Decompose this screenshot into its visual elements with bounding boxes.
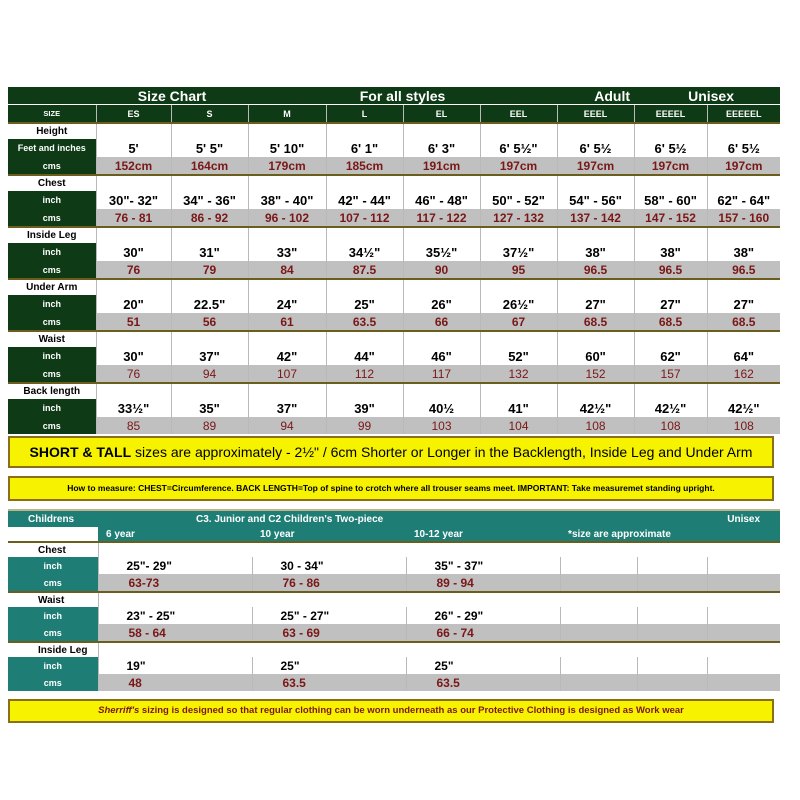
row-label: inch <box>8 191 96 209</box>
size-value-cell: 58 - 64 <box>98 624 252 642</box>
empty-cell <box>707 674 780 691</box>
size-value-cell: 38" <box>557 243 634 261</box>
size-value-cell: 42½" <box>634 399 707 417</box>
section-spacer <box>480 383 557 399</box>
section-name: Under Arm <box>8 279 96 295</box>
empty-cell <box>707 574 780 592</box>
size-value-cell: 60" <box>557 347 634 365</box>
size-value-cell: 26" <box>403 295 480 313</box>
size-header-es: ES <box>96 105 171 124</box>
section-row <box>8 331 780 347</box>
chart-title: Size Chart <box>137 87 207 104</box>
empty-cell <box>637 657 707 674</box>
size-value-cell: 79 <box>171 261 248 279</box>
section-name: Inside Leg <box>8 642 98 657</box>
size-value-cell: 40½ <box>403 399 480 417</box>
size-value-cell: 6' 5½ <box>634 139 707 157</box>
section-spacer <box>98 592 780 607</box>
size-value-cell: 39" <box>326 399 403 417</box>
section-spacer <box>707 383 780 399</box>
styles-label: For all styles <box>359 87 446 104</box>
section-name: Inside Leg <box>8 227 96 243</box>
section-spacer <box>707 175 780 191</box>
size-value-cell: 89 - 94 <box>406 574 560 592</box>
section-spacer <box>96 227 171 243</box>
section-spacer <box>326 175 403 191</box>
row-label: cms <box>8 624 98 642</box>
size-value-cell: 46" - 48" <box>403 191 480 209</box>
size-value-cell: 66 - 74 <box>406 624 560 642</box>
size-header-row <box>8 105 780 124</box>
sherriff-text: sizing is designed so that regular clothing can be worn underneath as our Protective Clothing is designed as Work wear <box>139 705 684 716</box>
size-value-cell: 197cm <box>707 157 780 175</box>
empty-cell <box>707 607 780 624</box>
size-value-cell: 5' 10" <box>248 139 326 157</box>
size-value-cell: 84 <box>248 261 326 279</box>
table-row <box>8 295 780 313</box>
size-value-cell: 26" - 29" <box>406 607 560 624</box>
section-spacer <box>98 542 780 557</box>
size-value-cell: 107 - 112 <box>326 209 403 227</box>
row-label: cms <box>8 209 96 227</box>
size-value-cell: 112 <box>326 365 403 383</box>
section-spacer <box>634 227 707 243</box>
table-row <box>8 557 780 574</box>
children-table-body <box>8 510 780 691</box>
section-spacer <box>96 279 171 295</box>
section-spacer <box>634 383 707 399</box>
table-row <box>8 191 780 209</box>
empty-cell <box>637 624 707 642</box>
size-value-cell: 152 <box>557 365 634 383</box>
size-value-cell: 63.5 <box>326 313 403 331</box>
size-value-cell: 50" - 52" <box>480 191 557 209</box>
table-row <box>8 261 780 279</box>
size-chart-sheet <box>8 87 780 723</box>
size-header-m: M <box>248 105 326 124</box>
adult-title-row <box>8 87 780 105</box>
size-value-cell: 85 <box>96 417 171 434</box>
section-spacer <box>96 175 171 191</box>
section-row <box>8 175 780 191</box>
section-spacer <box>557 227 634 243</box>
size-value-cell: 68.5 <box>634 313 707 331</box>
size-header-s: S <box>171 105 248 124</box>
size-value-cell: 58" - 60" <box>634 191 707 209</box>
size-value-cell: 27" <box>557 295 634 313</box>
size-value-cell: 67 <box>480 313 557 331</box>
table-row <box>8 657 780 674</box>
section-spacer <box>403 227 480 243</box>
size-value-cell: 99 <box>326 417 403 434</box>
table-row <box>8 139 780 157</box>
section-spacer <box>248 227 326 243</box>
size-value-cell: 46" <box>403 347 480 365</box>
section-row <box>8 123 780 139</box>
size-value-cell: 76 <box>96 261 171 279</box>
size-value-cell: 6' 1" <box>326 139 403 157</box>
size-header-el: EL <box>403 105 480 124</box>
empty-cell <box>707 657 780 674</box>
size-value-cell: 66 <box>403 313 480 331</box>
size-value-cell: 25" <box>326 295 403 313</box>
section-name: Chest <box>8 175 96 191</box>
approx-note: *size are approximate <box>560 527 780 542</box>
section-spacer <box>248 331 326 347</box>
row-label: cms <box>8 674 98 691</box>
size-header-eeeeel: EEEEEL <box>707 105 780 124</box>
size-value-cell: 27" <box>707 295 780 313</box>
size-value-cell: 63.5 <box>252 674 406 691</box>
size-value-cell: 157 - 160 <box>707 209 780 227</box>
adult-size-table <box>8 87 780 434</box>
size-value-cell: 103 <box>403 417 480 434</box>
section-spacer <box>171 227 248 243</box>
row-label: cms <box>8 417 96 434</box>
section-spacer <box>557 383 634 399</box>
unisex-label: Unisex <box>688 87 734 104</box>
children-title: Childrens <box>8 510 98 527</box>
size-value-cell: 89 <box>171 417 248 434</box>
section-name: Waist <box>8 592 98 607</box>
row-label: cms <box>8 261 96 279</box>
size-value-cell: 37" <box>248 399 326 417</box>
section-spacer <box>248 383 326 399</box>
size-value-cell: 27" <box>634 295 707 313</box>
section-spacer <box>98 642 780 657</box>
section-spacer <box>326 331 403 347</box>
size-value-cell: 33" <box>248 243 326 261</box>
size-value-cell: 5' 5" <box>171 139 248 157</box>
size-value-cell: 35" - 37" <box>406 557 560 574</box>
sherriff-brand: Sherriff's <box>98 705 140 716</box>
section-spacer <box>171 331 248 347</box>
size-value-cell: 95 <box>480 261 557 279</box>
size-value-cell: 179cm <box>248 157 326 175</box>
size-value-cell: 104 <box>480 417 557 434</box>
size-value-cell: 19" <box>98 657 252 674</box>
row-label: inch <box>8 657 98 674</box>
size-value-cell: 6' 5½ <box>707 139 780 157</box>
size-value-cell: 25" <box>252 657 406 674</box>
section-spacer <box>634 331 707 347</box>
size-value-cell: 107 <box>248 365 326 383</box>
size-value-cell: 117 - 122 <box>403 209 480 227</box>
size-header-l: L <box>326 105 403 124</box>
size-value-cell: 38" <box>707 243 780 261</box>
size-value-cell: 127 - 132 <box>480 209 557 227</box>
size-value-cell: 37" <box>171 347 248 365</box>
size-value-cell: 90 <box>403 261 480 279</box>
row-label: inch <box>8 399 96 417</box>
size-value-cell: 96.5 <box>557 261 634 279</box>
size-value-cell: 64" <box>707 347 780 365</box>
size-value-cell: 33½" <box>96 399 171 417</box>
section-spacer <box>96 331 171 347</box>
short-tall-text: sizes are approximately - 2½" / 6cm Shorter or Longer in the Backlength, Inside Leg and Under Arm <box>131 444 753 460</box>
age-header: 10 year <box>252 527 406 542</box>
section-row <box>8 642 780 657</box>
row-label: cms <box>8 574 98 592</box>
table-row <box>8 417 780 434</box>
size-value-cell: 137 - 142 <box>557 209 634 227</box>
size-value-cell: 30" <box>96 347 171 365</box>
section-spacer <box>707 123 780 139</box>
table-row <box>8 209 780 227</box>
row-label: inch <box>8 347 96 365</box>
section-spacer <box>403 331 480 347</box>
size-value-cell: 54" - 56" <box>557 191 634 209</box>
size-value-cell: 63.5 <box>406 674 560 691</box>
section-spacer <box>171 123 248 139</box>
children-subtitle: C3. Junior and C2 Children's Two-piece <box>98 510 560 527</box>
empty-cell <box>707 624 780 642</box>
section-spacer <box>96 123 171 139</box>
size-value-cell: 87.5 <box>326 261 403 279</box>
row-label: cms <box>8 157 96 175</box>
section-spacer <box>326 383 403 399</box>
size-value-cell: 152cm <box>96 157 171 175</box>
size-header-eeel: EEEL <box>557 105 634 124</box>
section-row <box>8 592 780 607</box>
empty-cell <box>560 574 637 592</box>
size-value-cell: 76 <box>96 365 171 383</box>
children-age-row <box>8 527 780 542</box>
section-row <box>8 279 780 295</box>
adult-label: Adult <box>594 87 631 104</box>
row-label: inch <box>8 243 96 261</box>
section-spacer <box>403 123 480 139</box>
section-spacer <box>634 175 707 191</box>
table-row <box>8 574 780 592</box>
children-unisex-label: Unisex <box>560 510 780 527</box>
table-row <box>8 313 780 331</box>
section-spacer <box>171 279 248 295</box>
section-row <box>8 227 780 243</box>
size-value-cell: 96 - 102 <box>248 209 326 227</box>
size-value-cell: 197cm <box>634 157 707 175</box>
section-name: Height <box>8 123 96 139</box>
empty-cell <box>637 674 707 691</box>
size-value-cell: 147 - 152 <box>634 209 707 227</box>
size-value-cell: 44" <box>326 347 403 365</box>
section-spacer <box>480 227 557 243</box>
section-spacer <box>707 227 780 243</box>
empty-cell <box>560 674 637 691</box>
size-value-cell: 25" <box>406 657 560 674</box>
size-value-cell: 6' 3" <box>403 139 480 157</box>
empty-cell <box>637 607 707 624</box>
section-spacer <box>557 123 634 139</box>
short-tall-bold: SHORT & TALL <box>29 444 132 460</box>
size-value-cell: 23" - 25" <box>98 607 252 624</box>
section-name: Back length <box>8 383 96 399</box>
age-header: 10-12 year <box>406 527 560 542</box>
size-value-cell: 31" <box>171 243 248 261</box>
section-spacer <box>634 279 707 295</box>
section-spacer <box>480 331 557 347</box>
section-spacer <box>480 123 557 139</box>
size-value-cell: 157 <box>634 365 707 383</box>
section-spacer <box>403 175 480 191</box>
size-value-cell: 24" <box>248 295 326 313</box>
size-header-eel: EEL <box>480 105 557 124</box>
size-value-cell: 30 - 34" <box>252 557 406 574</box>
size-value-cell: 94 <box>248 417 326 434</box>
section-spacer <box>248 175 326 191</box>
size-value-cell: 94 <box>171 365 248 383</box>
size-value-cell: 117 <box>403 365 480 383</box>
size-value-cell: 26½" <box>480 295 557 313</box>
size-value-cell: 62" <box>634 347 707 365</box>
age-header: 6 year <box>98 527 252 542</box>
adult-table-body <box>8 87 780 434</box>
table-row <box>8 243 780 261</box>
table-row <box>8 607 780 624</box>
children-size-table <box>8 509 780 691</box>
section-row <box>8 383 780 399</box>
size-value-cell: 42½" <box>707 399 780 417</box>
how-to-measure-note: How to measure: CHEST=Circumference. BACK LENGTH=Top of spine to crotch where all trouser seams meet. IMPORTANT: Take measuremet standing upright. <box>8 476 774 501</box>
empty-cell <box>560 557 637 574</box>
empty-cell <box>637 574 707 592</box>
size-value-cell: 56 <box>171 313 248 331</box>
size-label: SIZE <box>8 105 96 124</box>
section-spacer <box>707 279 780 295</box>
title-spacer <box>8 87 96 105</box>
row-label: inch <box>8 295 96 313</box>
size-value-cell: 197cm <box>557 157 634 175</box>
section-spacer <box>248 123 326 139</box>
section-spacer <box>480 279 557 295</box>
size-value-cell: 62" - 64" <box>707 191 780 209</box>
table-row <box>8 157 780 175</box>
empty-cell <box>560 624 637 642</box>
row-label: inch <box>8 557 98 574</box>
section-spacer <box>707 331 780 347</box>
size-value-cell: 25"- 29" <box>98 557 252 574</box>
size-value-cell: 162 <box>707 365 780 383</box>
section-name: Waist <box>8 331 96 347</box>
table-row <box>8 624 780 642</box>
size-value-cell: 164cm <box>171 157 248 175</box>
size-value-cell: 197cm <box>480 157 557 175</box>
section-spacer <box>326 123 403 139</box>
section-spacer <box>403 383 480 399</box>
size-value-cell: 185cm <box>326 157 403 175</box>
size-value-cell: 86 - 92 <box>171 209 248 227</box>
size-value-cell: 108 <box>707 417 780 434</box>
section-spacer <box>171 175 248 191</box>
size-value-cell: 37½" <box>480 243 557 261</box>
size-value-cell: 76 - 86 <box>252 574 406 592</box>
size-value-cell: 68.5 <box>707 313 780 331</box>
size-value-cell: 30"- 32" <box>96 191 171 209</box>
empty-cell <box>560 657 637 674</box>
size-value-cell: 35½" <box>403 243 480 261</box>
size-value-cell: 96.5 <box>634 261 707 279</box>
size-value-cell: 6' 5½" <box>480 139 557 157</box>
section-spacer <box>557 279 634 295</box>
size-value-cell: 42" - 44" <box>326 191 403 209</box>
size-value-cell: 108 <box>634 417 707 434</box>
size-value-cell: 34" - 36" <box>171 191 248 209</box>
size-value-cell: 48 <box>98 674 252 691</box>
size-value-cell: 96.5 <box>707 261 780 279</box>
size-header-eeeel: EEEEL <box>634 105 707 124</box>
size-value-cell: 108 <box>557 417 634 434</box>
size-value-cell: 34½" <box>326 243 403 261</box>
size-value-cell: 61 <box>248 313 326 331</box>
size-value-cell: 42½" <box>557 399 634 417</box>
size-value-cell: 191cm <box>403 157 480 175</box>
table-row <box>8 674 780 691</box>
size-value-cell: 6' 5½ <box>557 139 634 157</box>
table-row <box>8 347 780 365</box>
size-value-cell: 25" - 27" <box>252 607 406 624</box>
size-value-cell: 38" <box>634 243 707 261</box>
empty-cell <box>560 607 637 624</box>
empty-cell <box>637 557 707 574</box>
size-value-cell: 132 <box>480 365 557 383</box>
size-value-cell: 5' <box>96 139 171 157</box>
row-label: cms <box>8 365 96 383</box>
size-value-cell: 35" <box>171 399 248 417</box>
section-spacer <box>557 331 634 347</box>
size-value-cell: 63-73 <box>98 574 252 592</box>
section-spacer <box>557 175 634 191</box>
short-tall-note <box>8 436 774 468</box>
size-value-cell: 42" <box>248 347 326 365</box>
size-value-cell: 30" <box>96 243 171 261</box>
section-spacer <box>634 123 707 139</box>
row-label: inch <box>8 607 98 624</box>
section-row <box>8 542 780 557</box>
section-spacer <box>248 279 326 295</box>
section-spacer <box>326 279 403 295</box>
empty-cell <box>707 557 780 574</box>
size-value-cell: 52" <box>480 347 557 365</box>
section-spacer <box>96 383 171 399</box>
table-row <box>8 365 780 383</box>
section-spacer <box>480 175 557 191</box>
size-value-cell: 76 - 81 <box>96 209 171 227</box>
age-spacer <box>8 527 98 542</box>
size-value-cell: 38" - 40" <box>248 191 326 209</box>
sherriff-note <box>8 699 774 723</box>
size-value-cell: 22.5" <box>171 295 248 313</box>
size-value-cell: 51 <box>96 313 171 331</box>
section-spacer <box>326 227 403 243</box>
size-value-cell: 20" <box>96 295 171 313</box>
size-value-cell: 63 - 69 <box>252 624 406 642</box>
children-title-row <box>8 510 780 527</box>
size-value-cell: 68.5 <box>557 313 634 331</box>
table-row <box>8 399 780 417</box>
section-spacer <box>403 279 480 295</box>
section-spacer <box>171 383 248 399</box>
section-name: Chest <box>8 542 98 557</box>
size-value-cell: 41" <box>480 399 557 417</box>
row-label: Feet and inches <box>8 139 96 157</box>
row-label: cms <box>8 313 96 331</box>
